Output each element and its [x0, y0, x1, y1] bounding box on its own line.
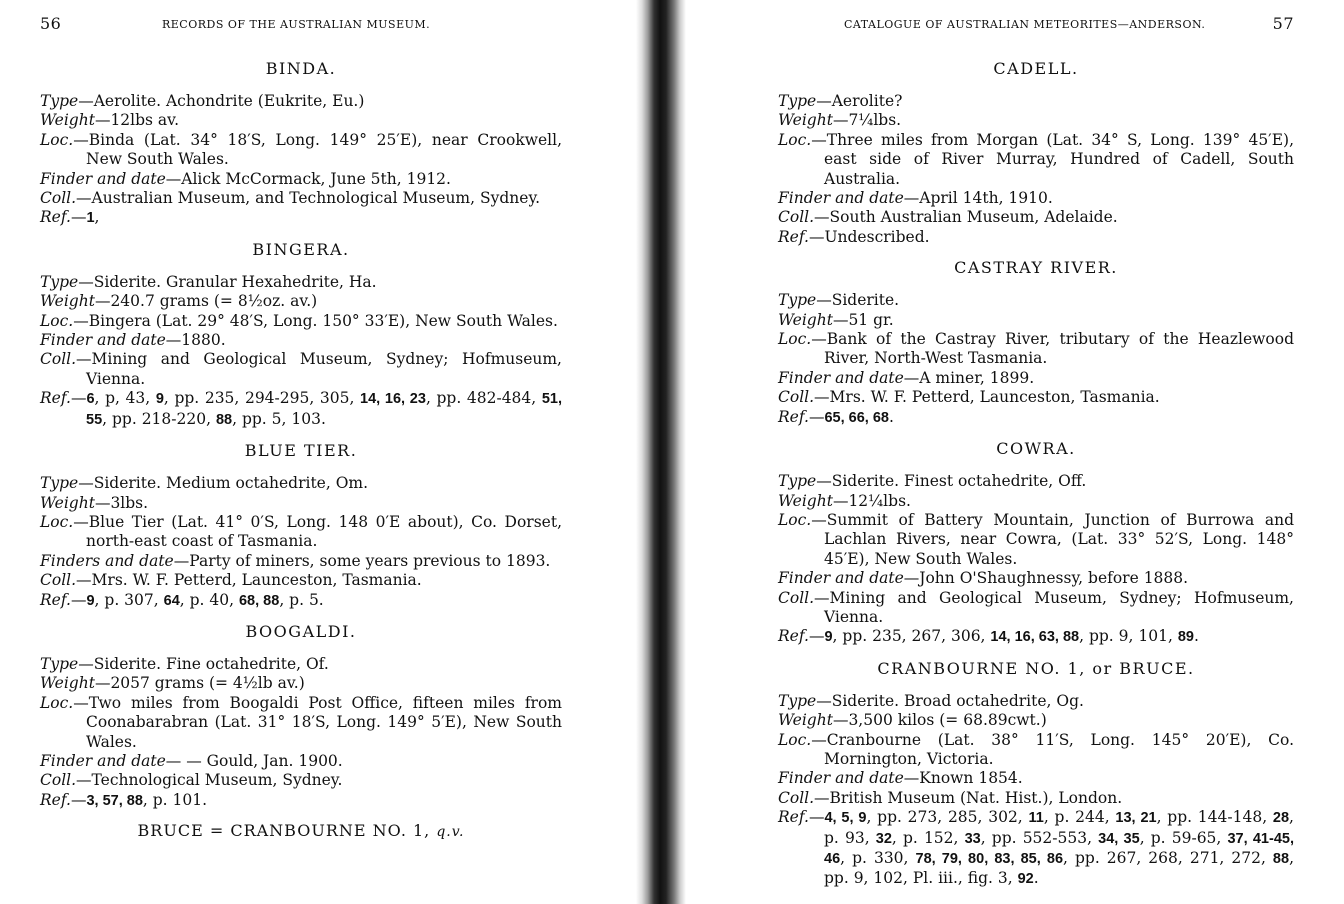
field-value: —Siderite. Finest octahedrite, Off.: [816, 472, 1087, 491]
entry-line: [778, 208, 1294, 227]
reference-number: 9: [155, 391, 164, 408]
reference-text: , pp. 235, 267, 306,: [832, 627, 991, 646]
reference-number: 92: [1017, 871, 1034, 888]
field-label: Coll.: [40, 189, 77, 208]
reference-number: 78, 79, 80, 83, 85, 86: [915, 851, 1064, 867]
entry-line: [40, 389, 562, 430]
field-value: —Siderite. Medium octahedrite, Om.: [78, 474, 369, 493]
field-value: —12lbs av.: [94, 111, 180, 130]
reference-number: 65, 66, 68: [824, 409, 889, 426]
entry-line: [778, 569, 1294, 588]
reference-text: , pp. 9, 102, Pl. iii., fig. 3,: [824, 849, 1294, 888]
reference-number: 37, 41-45, 46: [824, 830, 1294, 867]
entry-line: [40, 752, 562, 771]
reference-text: .: [888, 407, 894, 426]
right-page: [778, 0, 1294, 904]
field-value: —3lbs.: [94, 493, 149, 512]
page-number: 56: [40, 14, 62, 33]
field-label: Finders and date: [40, 551, 174, 570]
field-label: Loc.: [40, 311, 74, 330]
reference-number: 88: [1272, 851, 1290, 867]
field-value: —Undescribed.: [808, 227, 930, 246]
running-title: CATALOGUE OF AUSTRALIAN METEORITES—ANDERSON.: [844, 18, 1206, 31]
entry-line: [40, 111, 562, 130]
reference-number: 3, 57, 88: [86, 792, 143, 809]
field-label: Coll.: [40, 350, 77, 369]
entry-line: [778, 369, 1294, 388]
field-value: —51 gr.: [832, 310, 894, 329]
reference-text: , p. 93,: [824, 808, 1294, 847]
reference-text: .: [1193, 627, 1199, 646]
field-value: —Blue Tier (Lat. 41° 0′S, Long. 148 0′E about), Co. Dorset, north-east coast of Tasmania.: [73, 512, 562, 551]
entry-line: [40, 208, 562, 228]
field-value: —Bank of the Castray River, tributary of the Heazlewood River, North-West Tasmania.: [811, 330, 1294, 368]
field-value: —Siderite. Broad octahedrite, Og.: [816, 691, 1084, 710]
field-value: —Party of miners, some years previous to 1893.: [173, 551, 551, 570]
reference-text: , p. 330,: [840, 849, 916, 867]
entry-heading: CADELL.: [993, 59, 1079, 78]
field-value: —Alick McCormack, June 5th, 1912.: [165, 169, 451, 188]
entry-heading: BOOGALDI.: [245, 621, 357, 641]
entry-line: [40, 494, 562, 513]
entry-heading: CASTRAY RIVER.: [954, 258, 1118, 278]
field-value: —3,500 kilos (= 68.89cwt.): [832, 711, 1047, 730]
field-label: Weight: [778, 111, 833, 130]
entry-line: [778, 692, 1294, 711]
reference-text: , p. 307,: [94, 590, 164, 609]
cross-reference: [40, 821, 562, 842]
reference-number: 14, 16, 23: [360, 391, 426, 408]
field-label: Coll.: [40, 771, 77, 790]
page-body: [778, 58, 1294, 900]
field-label: Loc.: [40, 693, 74, 712]
reference-number: 13, 21: [1115, 810, 1157, 827]
entry-line: [778, 388, 1294, 407]
field-label: Loc.: [778, 330, 812, 349]
entry-line: [778, 472, 1294, 491]
field-label: Finder and date: [778, 368, 904, 387]
entry-line: [40, 513, 562, 552]
field-label: Coll.: [40, 571, 77, 590]
field-label: Finder and date: [778, 189, 904, 208]
reference-number: 68, 88: [238, 592, 280, 609]
field-value: —Mrs. W. F. Petterd, Launceston, Tasmania.: [814, 388, 1160, 407]
field-value: —7¼lbs.: [832, 111, 902, 130]
field-label: Finder and date: [40, 169, 166, 188]
field-label: Finder and date: [40, 751, 166, 770]
field-value: —Mrs. W. F. Petterd, Launceston, Tasmania.: [76, 571, 422, 590]
meteorite-entry: [40, 621, 562, 811]
field-label: Ref.: [40, 208, 71, 227]
entry-line: [40, 474, 562, 493]
field-value: —240.7 grams (= 8½oz. av.): [94, 292, 318, 311]
field-label: Loc.: [778, 510, 812, 529]
field-value: —Siderite. Granular Hexahedrite, Ha.: [78, 272, 377, 291]
entry-line: [778, 189, 1294, 208]
entry-line: [40, 771, 562, 790]
reference-text: , pp. 273, 285, 302,: [866, 808, 1029, 827]
meteorite-entry: [40, 440, 562, 611]
entry-heading: COWRA.: [996, 439, 1076, 459]
reference-text: , pp. 552-553,: [980, 828, 1099, 847]
entry-line: [778, 627, 1294, 647]
field-label: Coll.: [778, 788, 815, 807]
reference-text: , p, 43,: [94, 389, 156, 408]
entry-line: [778, 311, 1294, 330]
reference-number: 89: [1177, 629, 1194, 646]
field-value: —: [808, 808, 825, 827]
field-label: Ref.: [778, 808, 809, 827]
field-value: —British Museum (Nat. Hist.), London.: [814, 788, 1123, 807]
field-value: —Cranbourne (Lat. 38° 11′S, Long. 145° 20′E), Co. Mornington, Victoria.: [811, 730, 1294, 768]
reference-number: 51, 55: [86, 391, 562, 428]
reference-text: ,: [94, 208, 100, 227]
entry-line: [778, 589, 1294, 628]
reference-text: , pp. 267, 268, 271, 272,: [1063, 849, 1273, 867]
meteorite-entry: [778, 658, 1294, 890]
entry-line: [40, 92, 562, 111]
field-label: Ref.: [40, 790, 71, 809]
entry-line: [778, 92, 1294, 111]
reference-number: 88: [215, 411, 233, 428]
entry-line: [40, 170, 562, 189]
meteorite-entry: [40, 58, 562, 229]
field-label: Type: [778, 691, 817, 710]
field-value: —Summit of Battery Mountain, Junction of Burrowa and Lachlan Rivers, near Cowra, (Lat. 33° 52′S, Long. 148° 45′E), New South Wales.: [811, 510, 1294, 568]
field-value: —: [808, 627, 825, 646]
reference-number: 64: [163, 592, 180, 609]
field-label: Loc.: [778, 730, 812, 749]
entry-line: [778, 330, 1294, 369]
entry-line: [778, 131, 1294, 189]
field-label: Weight: [40, 111, 95, 130]
field-label: Loc.: [40, 130, 74, 149]
reference-text: .: [1033, 869, 1039, 888]
reference-number: 9: [824, 629, 833, 646]
entry-line: [778, 711, 1294, 730]
field-value: —A miner, 1899.: [903, 368, 1035, 387]
field-label: Type: [40, 474, 79, 493]
entry-line: [40, 131, 562, 170]
field-label: Type: [40, 654, 79, 673]
entry-line: [40, 694, 562, 752]
reference-text: , p. 152,: [891, 828, 965, 847]
field-value: —Aerolite?: [816, 92, 903, 110]
reference-text: , pp. 9, 101,: [1079, 627, 1178, 646]
field-value: — — Gould, Jan. 1900.: [165, 751, 343, 770]
entry-line: [778, 492, 1294, 511]
entry-line: [778, 731, 1294, 770]
left-page: [40, 0, 562, 904]
entry-line: [40, 591, 562, 611]
reference-number: 14, 16, 63, 88: [990, 629, 1080, 646]
field-value: —Bingera (Lat. 29° 48′S, Long. 150° 33′E), New South Wales.: [73, 311, 558, 330]
field-value: —Two miles from Boogaldi Post Office, fifteen miles from Coonabarabran (Lat. 31° 18′S, Long. 149° 5′E), New South Wales.: [73, 693, 562, 751]
page-body: [40, 58, 562, 843]
reference-text: , pp. 5, 103.: [232, 409, 326, 428]
entry-line: [40, 273, 562, 292]
field-label: Type: [778, 92, 817, 110]
running-header: [40, 14, 562, 38]
field-label: Loc.: [40, 512, 74, 531]
reference-text: , p. 40,: [179, 590, 239, 609]
field-label: Coll.: [778, 388, 815, 407]
field-value: —: [70, 590, 87, 609]
field-value: —Mining and Geological Museum, Sydney; Hofmuseum, Vienna.: [814, 588, 1294, 626]
field-value: —John O'Shaughnessy, before 1888.: [903, 569, 1189, 588]
entry-line: [778, 228, 1294, 247]
reference-number: 34, 35: [1098, 830, 1140, 847]
field-label: Weight: [778, 310, 833, 329]
field-label: Type: [40, 92, 79, 110]
book-gutter: [636, 0, 686, 904]
field-value: —Known 1854.: [903, 769, 1023, 788]
field-label: Finder and date: [778, 769, 904, 788]
meteorite-entry: [778, 438, 1294, 648]
reference-number: 11: [1028, 810, 1044, 827]
field-value: —Australian Museum, and Technological Museum, Sydney.: [76, 189, 541, 208]
field-value: —Mining and Geological Museum, Sydney; Hofmuseum, Vienna.: [76, 350, 562, 388]
field-label: Weight: [40, 493, 95, 512]
field-value: —2057 grams (= 4½lb av.): [94, 674, 305, 693]
entry-line: [40, 350, 562, 389]
field-label: Weight: [40, 292, 95, 311]
field-label: Ref.: [778, 407, 809, 426]
reference-number: 33: [964, 830, 981, 847]
entry-line: [778, 111, 1294, 130]
field-label: Ref.: [40, 590, 71, 609]
field-value: —Binda (Lat. 34° 18′S, Long. 149° 25′E), near Crookwell, New South Wales.: [73, 130, 562, 169]
field-value: —Siderite. Fine octahedrite, Of.: [78, 654, 329, 673]
cross-reference-suffix: q.v.: [436, 824, 465, 841]
meteorite-entry: [40, 239, 562, 430]
field-value: —: [808, 407, 825, 426]
reference-text: , p. 101.: [142, 790, 208, 809]
reference-number: 4, 5, 9: [824, 810, 867, 827]
reference-number: 9: [86, 592, 95, 609]
reference-number: 1: [86, 210, 95, 227]
field-value: —: [70, 389, 87, 408]
entry-heading: BINGERA.: [252, 239, 350, 259]
field-label: Weight: [778, 711, 833, 730]
entry-line: [40, 552, 562, 571]
entry-line: [778, 511, 1294, 569]
field-label: Ref.: [40, 389, 71, 408]
reference-text: , pp. 144-148,: [1156, 808, 1273, 827]
entry-line: [40, 571, 562, 590]
field-label: Coll.: [778, 588, 815, 607]
field-value: —1880.: [165, 331, 226, 350]
entry-line: [40, 655, 562, 674]
running-title: RECORDS OF THE AUSTRALIAN MUSEUM.: [162, 18, 431, 31]
field-label: Ref.: [778, 227, 809, 246]
field-label: Coll.: [778, 208, 815, 227]
field-label: Finder and date: [40, 331, 166, 350]
field-label: Finder and date: [778, 569, 904, 588]
field-value: —: [70, 790, 87, 809]
reference-text: , pp. 482-484,: [425, 389, 542, 408]
entry-line: [40, 331, 562, 350]
reference-text: , p. 59-65,: [1139, 828, 1228, 847]
reference-text: , p. 5.: [279, 590, 324, 609]
running-header: [778, 14, 1294, 38]
cross-reference-text: BRUCE = CRANBOURNE NO. 1,: [137, 821, 431, 841]
entry-line: [40, 189, 562, 208]
field-value: —Aerolite. Achondrite (Eukrite, Eu.): [78, 92, 365, 110]
reference-text: , pp. 235, 294-295, 305,: [163, 389, 361, 408]
field-label: Type: [778, 472, 817, 491]
reference-number: 28: [1272, 810, 1290, 827]
field-label: Type: [778, 291, 817, 310]
entry-line: [778, 408, 1294, 428]
field-value: —Siderite.: [816, 291, 900, 310]
entry-heading: BINDA.: [265, 59, 337, 78]
meteorite-entry: [778, 58, 1294, 247]
field-value: —Three miles from Morgan (Lat. 34° S, Long. 139° 45′E), east side of River Murray, Hundred of Cadell, South Australia.: [811, 130, 1294, 188]
reference-number: 6: [86, 391, 95, 408]
reference-text: , pp. 218-220,: [102, 409, 216, 428]
field-value: —Technological Museum, Sydney.: [76, 771, 343, 790]
entry-heading: BLUE TIER.: [244, 441, 358, 461]
page-number: 57: [1272, 14, 1294, 33]
field-value: —April 14th, 1910.: [903, 189, 1053, 208]
field-value: —: [70, 208, 87, 227]
meteorite-entry: [778, 257, 1294, 428]
field-label: Weight: [778, 491, 833, 510]
entry-line: [778, 769, 1294, 788]
field-label: Ref.: [778, 627, 809, 646]
entry-line: [40, 791, 562, 811]
field-value: —12¼lbs.: [832, 491, 911, 510]
field-label: Type: [40, 272, 79, 291]
field-label: Loc.: [778, 130, 812, 149]
entry-heading: CRANBOURNE NO. 1, or BRUCE.: [877, 658, 1195, 678]
entry-line: [778, 291, 1294, 310]
entry-line: [40, 292, 562, 311]
reference-text: , p. 244,: [1043, 808, 1116, 827]
entry-line: [778, 808, 1294, 890]
reference-number: 32: [875, 830, 892, 847]
field-value: —South Australian Museum, Adelaide.: [814, 208, 1118, 227]
field-label: Weight: [40, 674, 95, 693]
entry-line: [40, 674, 562, 693]
entry-line: [40, 312, 562, 331]
entry-line: [778, 789, 1294, 808]
